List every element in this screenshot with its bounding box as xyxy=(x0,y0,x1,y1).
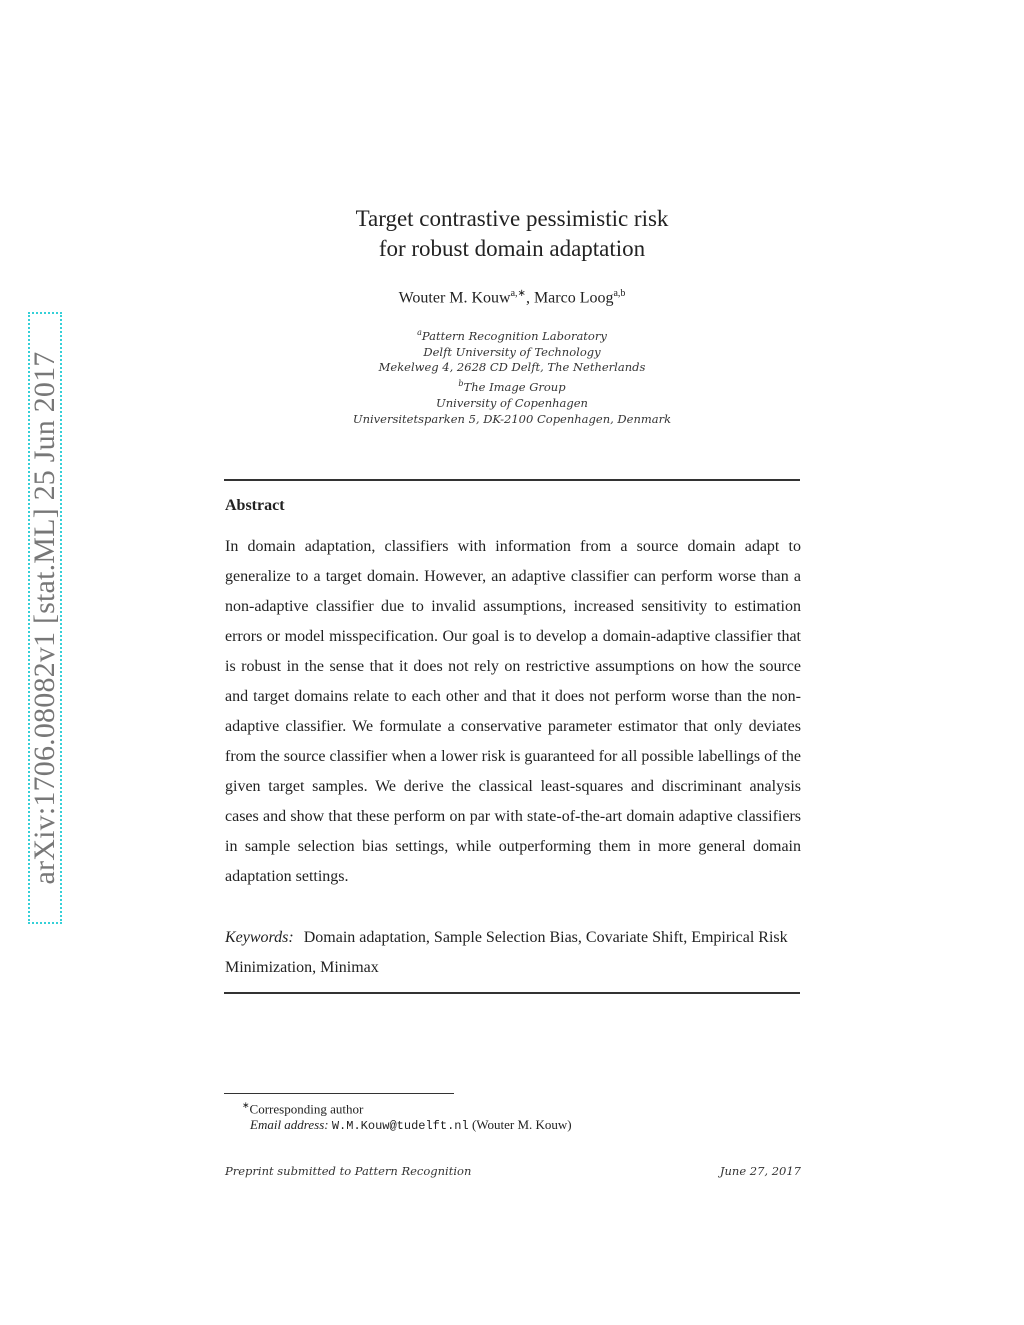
page-footer xyxy=(225,1164,801,1178)
email-owner: (Wouter M. Kouw) xyxy=(471,1117,572,1133)
title-line-1: Target contrastive pessimistic risk xyxy=(355,206,669,231)
abstract-heading: Abstract xyxy=(225,497,285,514)
abstract-text: In domain adaptation, classifiers with information from a source domain adapt to generalize to a target domain. However, an adaptive classifier can perform worse than a non-adaptive classifier due to invalid assumptions, increased sensitivity to estimation errors or model misspecification. Our goal is to develop a domain-adaptive classifier that is robust in the sense that it does not rely on restrictive assumptions on how the source and target domains relate to each other and that it does not perform worse than the non-adaptive classifier. We formulate a conservative parameter estimator that only deviates from the source classifier when a lower risk is guaranteed for all possible labellings of the given target samples. We derive the classical least-squares and discriminant analysis cases and show that these perform on par with state-of-the-art domain adaptive classifiers in sample selection bias settings, while outperforming them in more general domain adaptation settings. xyxy=(225,538,801,885)
author-2: Marco Loog xyxy=(533,289,614,307)
author-1-marks: a,∗ xyxy=(510,288,526,299)
affiliation-b-line-3: Universitetsparken 5, DK-2100 Copenhagen, Denmark xyxy=(352,411,672,426)
footnote-rule xyxy=(224,1093,454,1094)
footer-date: June 27, 2017 xyxy=(719,1164,801,1178)
affiliation-b-line-2: University of Copenhagen xyxy=(436,395,588,410)
keywords-label: Keywords: xyxy=(225,929,294,946)
author-2-marks: a,b xyxy=(613,288,626,299)
affiliation-a-line-3: Mekelweg 4, 2628 CD Delft, The Netherlands xyxy=(378,360,646,375)
arxiv-stamp-text: arXiv:1706.08082v1 [stat.ML] 25 Jun 2017 xyxy=(28,351,61,885)
email-address[interactable]: W.M.Kouw@tudelft.nl xyxy=(331,1119,469,1134)
affiliation-a-line-1: Pattern Recognition Laboratory xyxy=(421,328,607,343)
author-1: Wouter M. Kouw xyxy=(398,289,511,307)
affiliation-b-name xyxy=(224,376,800,396)
footnote-mark: ∗ xyxy=(242,1100,250,1110)
arxiv-stamp xyxy=(28,312,62,924)
affiliations xyxy=(224,325,800,427)
paper-title xyxy=(224,204,800,264)
affiliation-a-name xyxy=(224,325,800,345)
footnote-corresponding-text: Corresponding author xyxy=(249,1101,364,1117)
author-list xyxy=(224,288,800,307)
abstract-bottom-rule xyxy=(224,992,800,994)
keywords xyxy=(225,923,801,983)
keywords-text: Domain adaptation, Sample Selection Bias, Covariate Shift, Empirical Risk Minimization, Minimax xyxy=(225,929,788,976)
footnote-email-line xyxy=(242,1117,572,1134)
affiliation-a-mark: a xyxy=(417,328,422,337)
affiliation-b-mark: b xyxy=(458,379,464,389)
footnote-corresponding xyxy=(242,1097,572,1117)
abstract-top-rule xyxy=(224,479,800,481)
footer-submission: Preprint submitted to Pattern Recognition xyxy=(225,1164,472,1178)
affiliation-a-line-2: Delft University of Technology xyxy=(423,344,601,359)
affiliation-b-line-1: The Image Group xyxy=(463,380,566,395)
title-line-2: for robust domain adaptation xyxy=(378,236,646,261)
footnote xyxy=(242,1097,572,1134)
email-label: Email address: xyxy=(250,1117,329,1133)
author-separator: , xyxy=(525,289,534,307)
